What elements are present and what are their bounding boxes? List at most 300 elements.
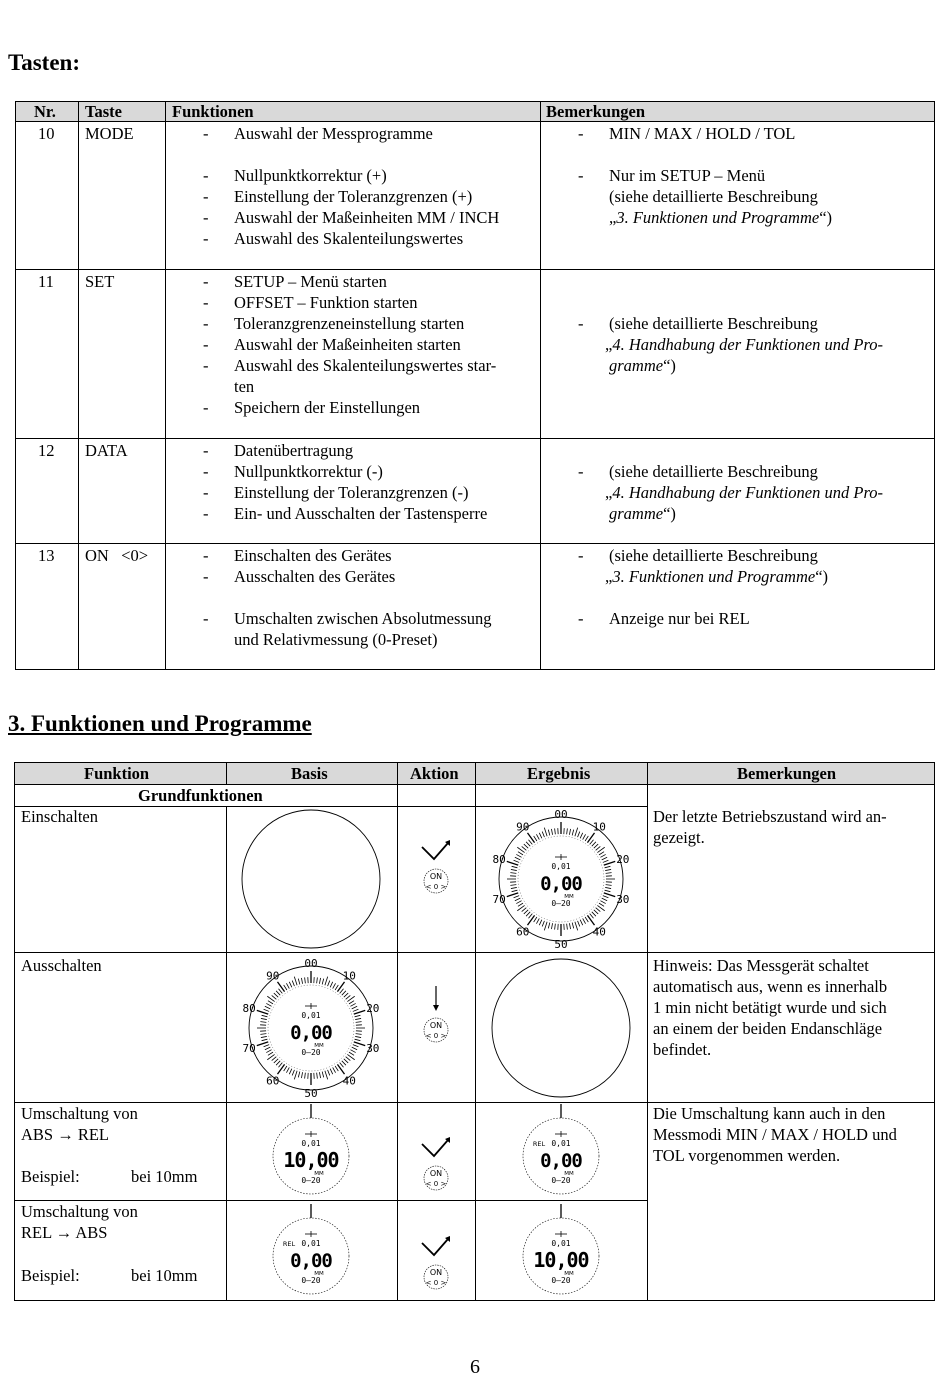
dial-tick <box>292 981 294 987</box>
row12-fn: Datenübertragung <box>234 441 354 460</box>
button-label: < 0 > <box>425 1279 447 1287</box>
dial-tick <box>602 898 607 901</box>
row10-bem-ref: „3. Funktionen und Programme“) <box>609 208 833 227</box>
dial-tick <box>605 890 611 891</box>
dial-tick <box>355 1036 361 1037</box>
dial-tick <box>325 977 328 986</box>
row12-bem: (siehe detaillierte Beschreibung <box>609 462 818 481</box>
dial-tick <box>352 1047 357 1050</box>
resolution-text: 0,01 <box>301 1011 321 1020</box>
row11-nr: 11 <box>38 272 54 291</box>
dial-tick <box>335 985 338 990</box>
bemerkung-line: 1 min nicht betätigt wurde und sich <box>653 998 887 1017</box>
scale-label: 20 <box>616 852 630 866</box>
header-nr: Nr. <box>34 102 56 121</box>
dial-tick <box>354 1042 365 1046</box>
range-text: 0–20 <box>551 899 571 908</box>
lcd-display <box>523 1204 599 1294</box>
row11-bem-ref: „4. Handhabung der Funktionen und Pro- <box>605 335 884 354</box>
dial-tick <box>585 917 588 922</box>
row10-bem: Nur im SETUP – Menü <box>609 166 766 185</box>
dial-tick <box>342 1061 346 1065</box>
dial-tick <box>512 890 518 891</box>
row10-fn: Einstellung der Toleranzgrenzen (+) <box>234 187 473 206</box>
dial-tick <box>596 846 601 850</box>
dial-tick <box>342 991 346 995</box>
dial-tick <box>575 828 578 837</box>
dial-tick <box>330 982 333 987</box>
dial-tick <box>328 981 330 987</box>
row11-fn: Speichern der Einstellungen <box>234 398 421 417</box>
row10-bem: MIN / MAX / HOLD / TOL <box>609 124 796 143</box>
dial-tick <box>511 869 517 870</box>
dial-tick <box>544 922 547 931</box>
bemerkung-line: gezeigt. <box>653 828 705 847</box>
dial-tick <box>514 896 520 898</box>
scale-label: 60 <box>266 1074 280 1088</box>
dial-tick <box>344 1059 348 1063</box>
scale-label: 00 <box>554 808 568 821</box>
dial-tick <box>337 982 344 992</box>
dial-tick <box>305 977 306 983</box>
row11-taste: SET <box>85 272 115 291</box>
scale-label: 00 <box>304 957 318 970</box>
dial-tick <box>350 1003 355 1006</box>
dial-tick <box>524 844 528 848</box>
row11-fn: ten <box>234 377 255 396</box>
dial-tick <box>522 908 527 912</box>
dial-tick <box>602 857 607 860</box>
dial-tick <box>539 920 542 925</box>
dial-tick <box>526 912 530 916</box>
dial-tick <box>322 979 323 985</box>
row10-nr: 10 <box>38 124 55 143</box>
dial-tick <box>516 854 521 857</box>
button-label: ON <box>429 1021 443 1030</box>
unit-text: MM <box>564 894 574 900</box>
t2-header-bemerkungen: Bemerkungen <box>737 764 836 783</box>
dial-tick <box>528 914 532 919</box>
row12-fn: Ein- und Ausschalten der Tastensperre <box>234 504 488 523</box>
dial-tick <box>261 1018 267 1019</box>
dial-tick <box>567 924 568 930</box>
resolution-text: 0,01 <box>551 862 571 871</box>
dial-tick <box>572 830 573 836</box>
row13-fn: Ausschalten des Gerätes <box>234 567 396 586</box>
dial-tick <box>355 1018 361 1019</box>
funktion-einschalten: Einschalten <box>21 807 98 826</box>
dial-tick <box>518 852 523 855</box>
dial-tick <box>594 910 598 914</box>
dial-gauge <box>493 808 630 951</box>
dial-tick <box>522 846 527 850</box>
dial-tick <box>328 1070 330 1076</box>
dial-tick <box>337 1064 344 1074</box>
press-arrow-icon <box>422 843 448 859</box>
dial-gauge <box>243 957 380 1100</box>
dial-tick <box>349 1001 354 1004</box>
funktion-abs-rel: Umschaltung von <box>21 1104 138 1123</box>
dial-tick <box>507 861 518 865</box>
dial-tick <box>534 917 537 922</box>
dial-tick <box>555 924 556 930</box>
bemerkung-line: befindet. <box>653 1040 712 1059</box>
row10-taste: MODE <box>85 124 134 143</box>
dial-tick <box>346 1057 351 1061</box>
lcd-value: 10,00 <box>283 1148 339 1172</box>
dial-tick <box>596 908 601 912</box>
dial-tick <box>605 887 611 888</box>
row13-bem-ref: „3. Funktionen und Programme“) <box>605 567 829 586</box>
dial-tick <box>515 898 520 901</box>
dial-tick <box>528 840 532 845</box>
unit-text: MM <box>564 1171 574 1177</box>
unit-text: MM <box>314 1171 324 1177</box>
dial-tick <box>278 989 282 994</box>
row12-taste: DATA <box>85 441 128 460</box>
button-label: < 0 > <box>425 1032 447 1040</box>
dial-tick <box>322 1072 323 1078</box>
dial-tick <box>587 915 594 925</box>
lcd-display <box>273 1104 349 1194</box>
dial-tick <box>266 1003 271 1006</box>
row12-bem-ref2: gramme“) <box>609 504 676 523</box>
dial-tick <box>542 832 544 838</box>
dial-tick <box>605 869 611 870</box>
dial-tick <box>292 1070 294 1076</box>
t2-header-aktion: Aktion <box>410 764 459 783</box>
funktion-ausschalten: Ausschalten <box>21 956 102 975</box>
row12-fn: Nullpunktkorrektur (-) <box>234 462 383 481</box>
dial-tick <box>353 1045 359 1047</box>
lcd-value: 0,00 <box>290 1250 332 1272</box>
dial-tick <box>548 830 549 836</box>
dial-tick <box>583 918 586 923</box>
lcd-display <box>273 1204 349 1294</box>
subheader-grundfunktionen: Grundfunktionen <box>138 786 263 805</box>
dial-tick <box>594 844 598 848</box>
dial-tick <box>298 979 299 985</box>
resolution-text: 0,01 <box>551 1139 571 1148</box>
dial-tick <box>305 1073 306 1079</box>
dial-tick <box>264 1009 270 1011</box>
dial-tick <box>276 1061 280 1065</box>
dial-tick <box>524 910 528 914</box>
dial-tick <box>265 1047 270 1050</box>
dial-tick <box>333 983 336 988</box>
dial-tick <box>555 828 556 834</box>
scale-label: 80 <box>242 1001 256 1015</box>
scale-label: 30 <box>366 1042 380 1056</box>
dial-tick <box>354 1010 365 1014</box>
button-label: ON <box>429 1268 443 1277</box>
header-taste: Taste <box>85 102 122 121</box>
resolution-text: 0,01 <box>301 1139 321 1148</box>
scale-label: 90 <box>516 820 530 834</box>
t2-header-funktion: Funktion <box>84 764 150 783</box>
lcd-value: 0,00 <box>290 1022 332 1044</box>
dial-tick <box>289 982 292 987</box>
header-funktionen: Funktionen <box>172 102 254 121</box>
row11-fn: Auswahl des Skalenteilungswertes star- <box>234 356 497 375</box>
dial-off <box>242 810 380 948</box>
dial-tick <box>511 887 517 888</box>
dial-tick <box>268 1052 273 1055</box>
row12-nr: 12 <box>38 441 55 460</box>
dial-tick <box>578 832 580 838</box>
dial-tick <box>262 1015 268 1016</box>
dial-tick <box>569 923 570 929</box>
dial-tick <box>266 1050 271 1053</box>
dial-tick <box>590 914 594 919</box>
dial-tick <box>580 833 583 838</box>
row10-fn: Auswahl der Maßeinheiten MM / INCH <box>234 208 500 227</box>
on-button-illustration <box>422 1236 450 1289</box>
beispiel-value: bei 10mm <box>131 1266 198 1285</box>
button-label: < 0 > <box>425 1180 447 1188</box>
beispiel-label: Beispiel: <box>21 1167 80 1186</box>
dial-tick <box>606 885 612 886</box>
dial-tick <box>356 1034 362 1035</box>
dial-tick <box>572 923 573 929</box>
rel-label: REL <box>532 1140 546 1148</box>
dial-tick <box>335 1066 338 1071</box>
dial-tick <box>600 854 605 857</box>
tasten-title: Tasten: <box>8 50 80 75</box>
dial-tick <box>518 903 523 906</box>
dial-tick <box>289 1069 292 1074</box>
lcd-value: 10,00 <box>533 1248 589 1272</box>
bemerkung-line: Die Umschaltung kann auch in den <box>653 1104 886 1123</box>
dial-tick <box>599 852 604 855</box>
dial-tick <box>551 829 552 835</box>
dial-tick <box>325 1071 328 1080</box>
dial-tick <box>284 985 287 990</box>
t2-header-ergebnis: Ergebnis <box>527 764 591 783</box>
dial-tick <box>575 922 578 931</box>
range-text: 0–20 <box>301 1048 321 1057</box>
dial-tick <box>527 915 534 925</box>
beispiel-label: Beispiel: <box>21 1266 80 1285</box>
button-label: ON <box>429 872 443 881</box>
press-arrow-icon <box>422 1239 448 1255</box>
bemerkung-line: Der letzte Betriebszustand wird an- <box>653 807 887 826</box>
dial-tick <box>355 1039 361 1040</box>
dial-tick <box>272 995 277 999</box>
dial-tick <box>333 1067 336 1072</box>
dial-tick <box>350 1050 355 1053</box>
row12-fn: Einstellung der Toleranzgrenzen (-) <box>234 483 469 502</box>
dial-tick <box>603 860 609 862</box>
row13-bem: Anzeige nur bei REL <box>609 609 750 628</box>
bemerkung-line: an einem der beiden Endanschläge <box>653 1019 883 1038</box>
scale-label: 70 <box>492 893 506 907</box>
dial-tick <box>330 1069 333 1074</box>
press-arrow-icon <box>422 1140 448 1156</box>
dial-tick <box>276 991 280 995</box>
row11-bem: (siehe detaillierte Beschreibung <box>609 314 818 333</box>
dial-tick <box>527 833 534 843</box>
dial-tick <box>569 829 570 835</box>
unit-text: MM <box>314 1271 324 1277</box>
bemerkung-line: TOL vorgenommen werden. <box>653 1146 841 1165</box>
dial-tick <box>278 1063 282 1068</box>
dial-tick <box>340 1063 344 1068</box>
dial-tick <box>261 1036 267 1037</box>
dial-tick <box>353 1009 359 1011</box>
lcd-value: 0,00 <box>540 1150 582 1172</box>
on-button-illustration <box>422 1137 450 1190</box>
dial-tick <box>317 1073 318 1079</box>
row11-fn: Auswahl der Maßeinheiten starten <box>234 335 461 354</box>
button-label: ON <box>429 1169 443 1178</box>
scale-label: 90 <box>266 969 280 983</box>
dial-tick <box>592 842 596 846</box>
row11-fn: OFFSET – Funktion starten <box>234 293 418 312</box>
unit-text: MM <box>564 1271 574 1277</box>
funktion-rel-abs-2: REL → ABS <box>21 1223 108 1242</box>
row10-fn: Auswahl der Messprogramme <box>234 124 433 143</box>
resolution-text: 0,01 <box>551 1239 571 1248</box>
range-text: 0–20 <box>301 1276 321 1285</box>
row11-bem-ref2: gramme“) <box>609 356 676 375</box>
row10-fn: Auswahl des Skalenteilungswertes <box>234 229 464 248</box>
rel-label: REL <box>282 1240 296 1248</box>
dial-tick <box>515 857 520 860</box>
header-bemerkungen: Bemerkungen <box>546 102 645 121</box>
row10-fn: Nullpunktkorrektur (+) <box>234 166 387 185</box>
dial-tick <box>590 840 594 845</box>
scale-label: 40 <box>342 1074 356 1088</box>
section-title: 3. Funktionen und Programme <box>8 711 312 736</box>
dial-tick <box>514 860 520 862</box>
dial-tick <box>272 1057 277 1061</box>
dial-tick <box>600 901 605 904</box>
dial-tick <box>567 828 568 834</box>
dial-tick <box>526 842 530 846</box>
resolution-text: 0,01 <box>301 1239 321 1248</box>
dial-tick <box>583 834 586 839</box>
dial-tick <box>264 1045 270 1047</box>
scale-label: 50 <box>304 1087 318 1100</box>
row13-nr: 13 <box>38 546 55 565</box>
dial-tick <box>294 1071 297 1080</box>
dial-tick <box>260 1034 266 1035</box>
funktion-abs-rel-2: ABS → REL <box>21 1125 110 1144</box>
dial-tick <box>257 1010 268 1014</box>
dial-tick <box>274 993 278 997</box>
dial-tick <box>294 977 297 986</box>
dial-tick <box>286 1067 289 1072</box>
dial-tick <box>587 833 594 843</box>
dial-tick <box>510 885 516 886</box>
dial-tick <box>257 1042 268 1046</box>
dial-tick <box>277 1064 284 1074</box>
dial-tick <box>534 836 537 841</box>
dial-tick <box>286 983 289 988</box>
dial-tick <box>605 866 611 867</box>
dial-tick <box>298 1072 299 1078</box>
scale-label: 40 <box>592 925 606 939</box>
bemerkung-line: Messmodi MIN / MAX / HOLD und <box>653 1125 897 1144</box>
arrow-head-icon <box>433 1005 439 1011</box>
dial-tick <box>606 873 612 874</box>
row11-fn: Toleranzgrenzeneinstellung starten <box>234 314 465 333</box>
lcd-value: 0,00 <box>540 873 582 895</box>
dial-tick <box>346 995 351 999</box>
scale-label: 10 <box>592 820 606 834</box>
on-button-illustration <box>424 986 448 1042</box>
dial-tick <box>578 921 580 927</box>
dial-tick <box>284 1066 287 1071</box>
t2-header-basis: Basis <box>291 764 328 783</box>
dial-tick <box>604 861 615 865</box>
range-text: 0–20 <box>551 1176 571 1185</box>
dial-tick <box>317 977 318 983</box>
dial-tick <box>544 828 547 837</box>
bemerkung-line: Hinweis: Das Messgerät schaltet <box>653 956 869 975</box>
range-text: 0–20 <box>551 1276 571 1285</box>
dial-tick <box>355 1015 361 1016</box>
dial-tick <box>603 896 609 898</box>
dial-tick <box>301 978 302 984</box>
row13-fn: Einschalten des Gerätes <box>234 546 392 565</box>
dial-tick <box>516 901 521 904</box>
scale-label: 80 <box>492 852 506 866</box>
dial-tick <box>344 993 348 997</box>
unit-text: MM <box>314 1043 324 1049</box>
range-text: 0–20 <box>301 1176 321 1185</box>
dial-tick <box>349 1052 354 1055</box>
dial-tick <box>512 866 518 867</box>
dial-tick <box>319 1072 320 1078</box>
dial-tick <box>301 1072 302 1078</box>
dial-tick <box>599 903 604 906</box>
dial-tick <box>536 834 539 839</box>
button-label: < 0 > <box>425 883 447 891</box>
dial-tick <box>510 873 516 874</box>
dial-tick <box>274 1059 278 1063</box>
dial-tick <box>260 1022 266 1023</box>
row13-fn: Umschalten zwischen Absolutmessung <box>234 609 492 628</box>
dial-tick <box>507 893 518 897</box>
dial-tick <box>277 982 284 992</box>
scale-label: 20 <box>366 1001 380 1015</box>
dial-tick <box>580 920 583 925</box>
dial-tick <box>585 836 588 841</box>
dial-off <box>492 959 630 1097</box>
dial-tick <box>592 912 596 916</box>
funktion-rel-abs: Umschaltung von <box>21 1202 138 1221</box>
dial-tick <box>539 833 542 838</box>
dial-tick <box>604 893 615 897</box>
scale-label: 60 <box>516 925 530 939</box>
on-button-illustration <box>422 840 450 893</box>
row10-bem: (siehe detaillierte Beschreibung <box>609 187 818 206</box>
row13-taste: ON <0> <box>85 546 149 565</box>
row12-bem-ref: „4. Handhabung der Funktionen und Pro- <box>605 483 884 502</box>
row13-fn: und Relativmessung (0-Preset) <box>234 630 438 649</box>
row11-fn: SETUP – Menü starten <box>234 272 387 291</box>
bemerkung-line: automatisch aus, wenn es innerhalb <box>653 977 888 996</box>
dial-tick <box>265 1006 270 1009</box>
scale-label: 70 <box>242 1042 256 1056</box>
lcd-display <box>523 1104 599 1194</box>
dial-tick <box>548 923 549 929</box>
dial-tick <box>542 921 544 927</box>
scale-label: 50 <box>554 938 568 951</box>
dial-tick <box>262 1039 268 1040</box>
